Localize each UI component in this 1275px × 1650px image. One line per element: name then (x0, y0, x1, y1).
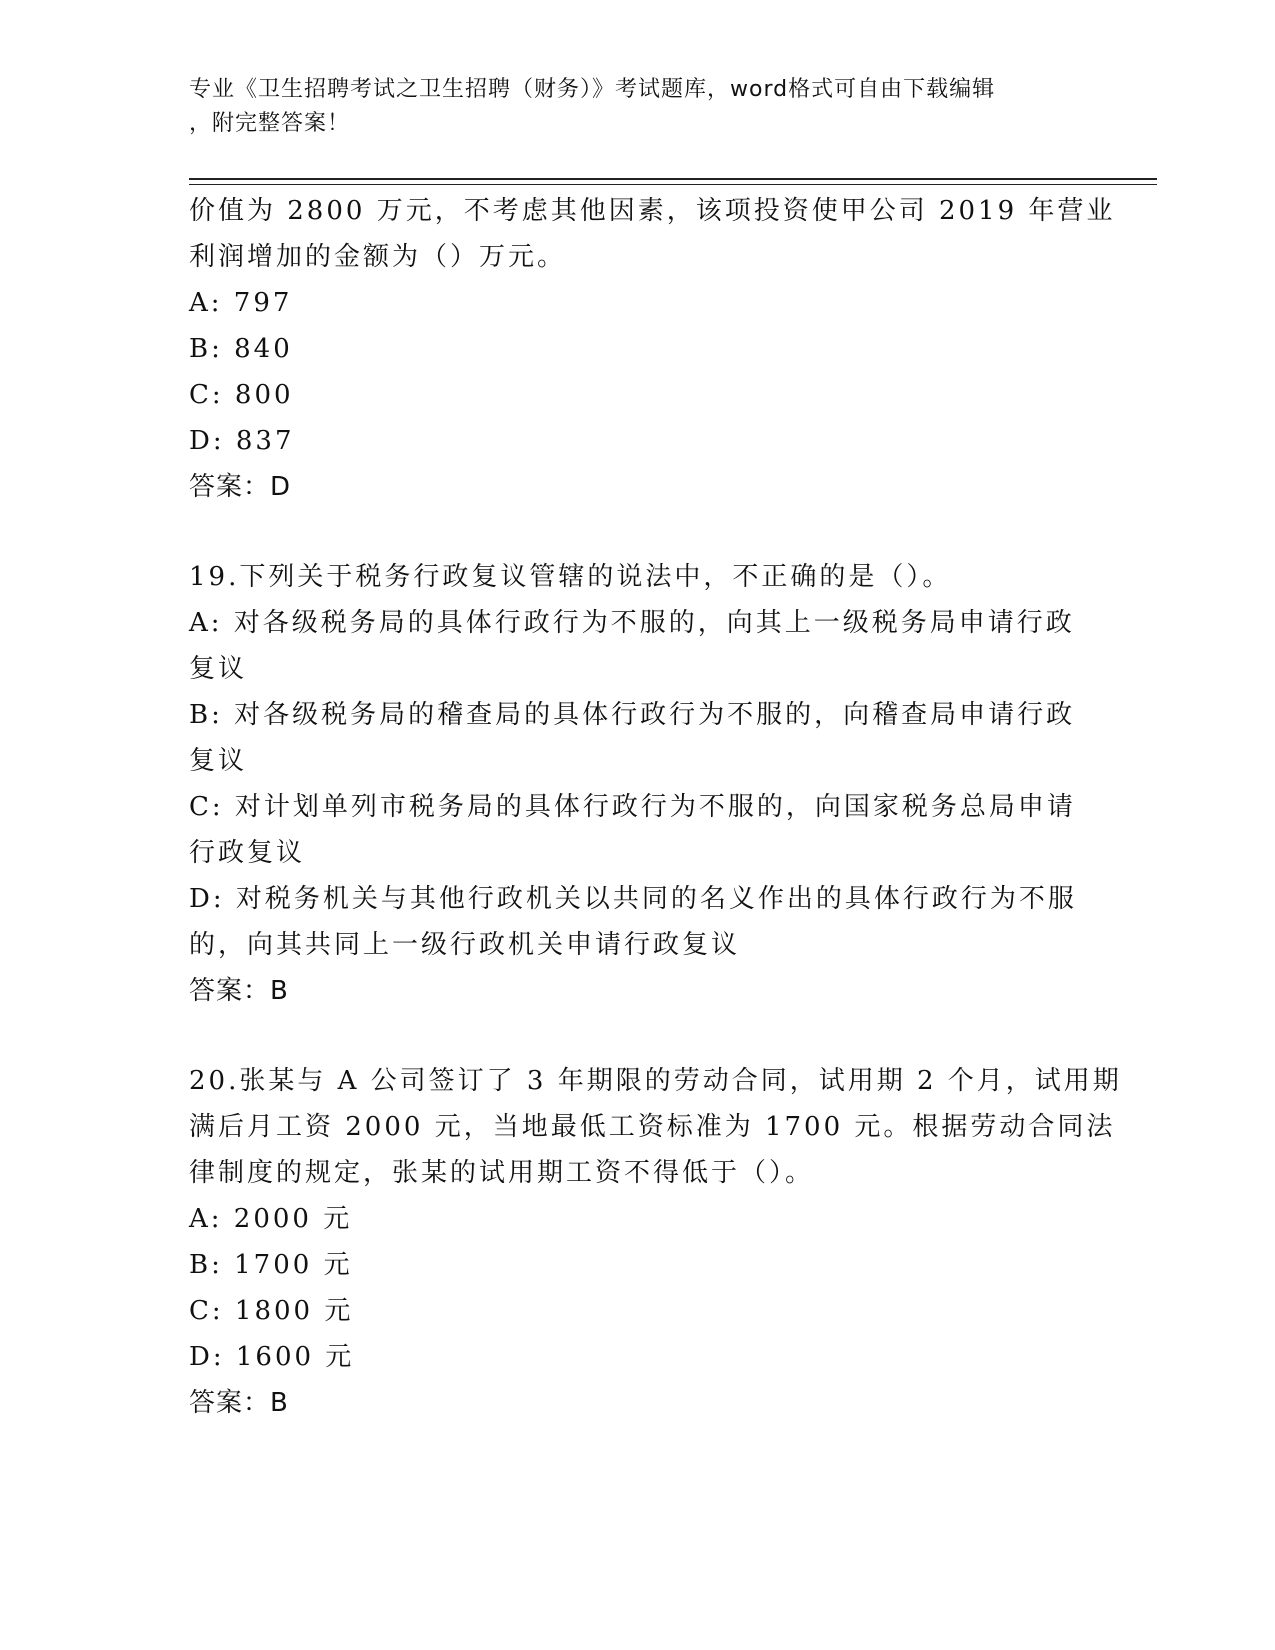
option-d: D: 837 (189, 426, 295, 456)
option-b-continued: 复议 (189, 746, 248, 776)
header-line-2: ，附完整答案！ (189, 111, 351, 136)
question-20 (189, 1058, 1122, 1426)
option-a: A: 797 (189, 288, 293, 318)
question-stem-line: 满后月工资 2000 元，当地最低工资标准为 1700 元。根据劳动合同法 (189, 1112, 1116, 1142)
question-stem-line: 19.下列关于税务行政复议管辖的说法中，不正确的是（）。 (189, 562, 952, 592)
document-header (189, 73, 1089, 141)
question-spacer (189, 1014, 1089, 1058)
answer-label: 答案：B (189, 976, 289, 1006)
option-d-continued: 的，向其共同上一级行政机关申请行政复议 (189, 930, 741, 960)
document-body (189, 188, 1122, 1426)
question-stem-line: 20.张某与 A 公司签订了 3 年期限的劳动合同，试用期 2 个月，试用期 (189, 1066, 1122, 1096)
question-18 (189, 188, 1116, 510)
option-c: C: 对计划单列市税务局的具体行政行为不服的，向国家税务总局申请 (189, 792, 1076, 822)
header-divider-thin (189, 184, 1157, 185)
option-d: D: 1600 元 (189, 1342, 355, 1372)
option-c-continued: 行政复议 (189, 838, 306, 868)
header-line-1: 专业《卫生招聘考试之卫生招聘（财务）》考试题库，word格式可自由下载编辑 (189, 77, 996, 102)
option-b: B: 840 (189, 334, 293, 364)
question-stem-line: 价值为 2800 万元，不考虑其他因素，该项投资使甲公司 2019 年营业 (189, 196, 1116, 226)
question-stem-line: 律制度的规定，张某的试用期工资不得低于（）。 (189, 1158, 815, 1188)
option-c: C: 800 (189, 380, 294, 410)
question-spacer (189, 510, 1089, 554)
question-19 (189, 554, 1089, 1014)
option-c: C: 1800 元 (189, 1296, 354, 1326)
option-a-continued: 复议 (189, 654, 248, 684)
question-stem-line: 利润增加的金额为（）万元。 (189, 242, 567, 272)
option-b: B: 对各级税务局的稽查局的具体行政行为不服的，向稽查局申请行政 (189, 700, 1076, 730)
option-a: A: 对各级税务局的具体行政行为不服的，向其上一级税务局申请行政 (189, 608, 1075, 638)
option-d: D: 对税务机关与其他行政机关以共同的名义作出的具体行政行为不服 (189, 884, 1077, 914)
answer-label: 答案：D (189, 472, 292, 502)
option-b: B: 1700 元 (189, 1250, 353, 1280)
answer-label: 答案：B (189, 1388, 289, 1418)
option-a: A: 2000 元 (189, 1204, 353, 1234)
header-divider-thick (189, 178, 1157, 180)
